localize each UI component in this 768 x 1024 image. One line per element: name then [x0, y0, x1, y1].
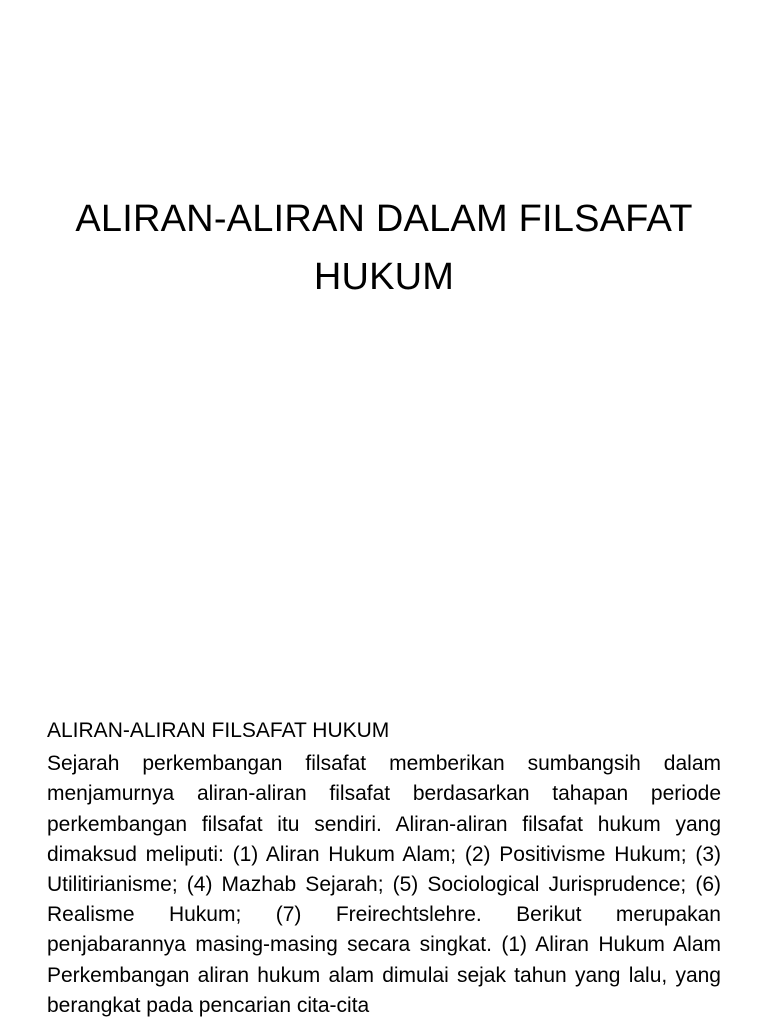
content-body-text: Sejarah perkembangan filsafat memberikan sumbangsih dalam menjamurnya aliran-aliran filsafat berdasarkan tahapan periode perkembangan filsafat itu sendiri. Aliran-aliran filsafat hukum yang dimaksud meliputi: (1) Aliran Hukum Alam; (2) Positivisme Hukum; (3) Utilitirianisme; (4) Mazhab Sejarah; (5) Sociological Jurisprudence; (6) Realisme Hukum; (7) Freirechtslehre. Berikut merupakan penjabarannya masing-masing secara singkat. (1) Aliran Hukum Alam Perkembangan aliran hukum alam dimulai sejak tahun yang lalu, yang berangkat pada pencarian cita-cita: [47, 752, 721, 1017]
content-slide: [47, 716, 721, 1021]
content-heading: ALIRAN-ALIRAN FILSAFAT HUKUM: [47, 719, 390, 742]
slide-title: ALIRAN-ALIRAN DALAM FILSAFAT HUKUM: [75, 198, 693, 298]
title-slide: [40, 190, 728, 306]
